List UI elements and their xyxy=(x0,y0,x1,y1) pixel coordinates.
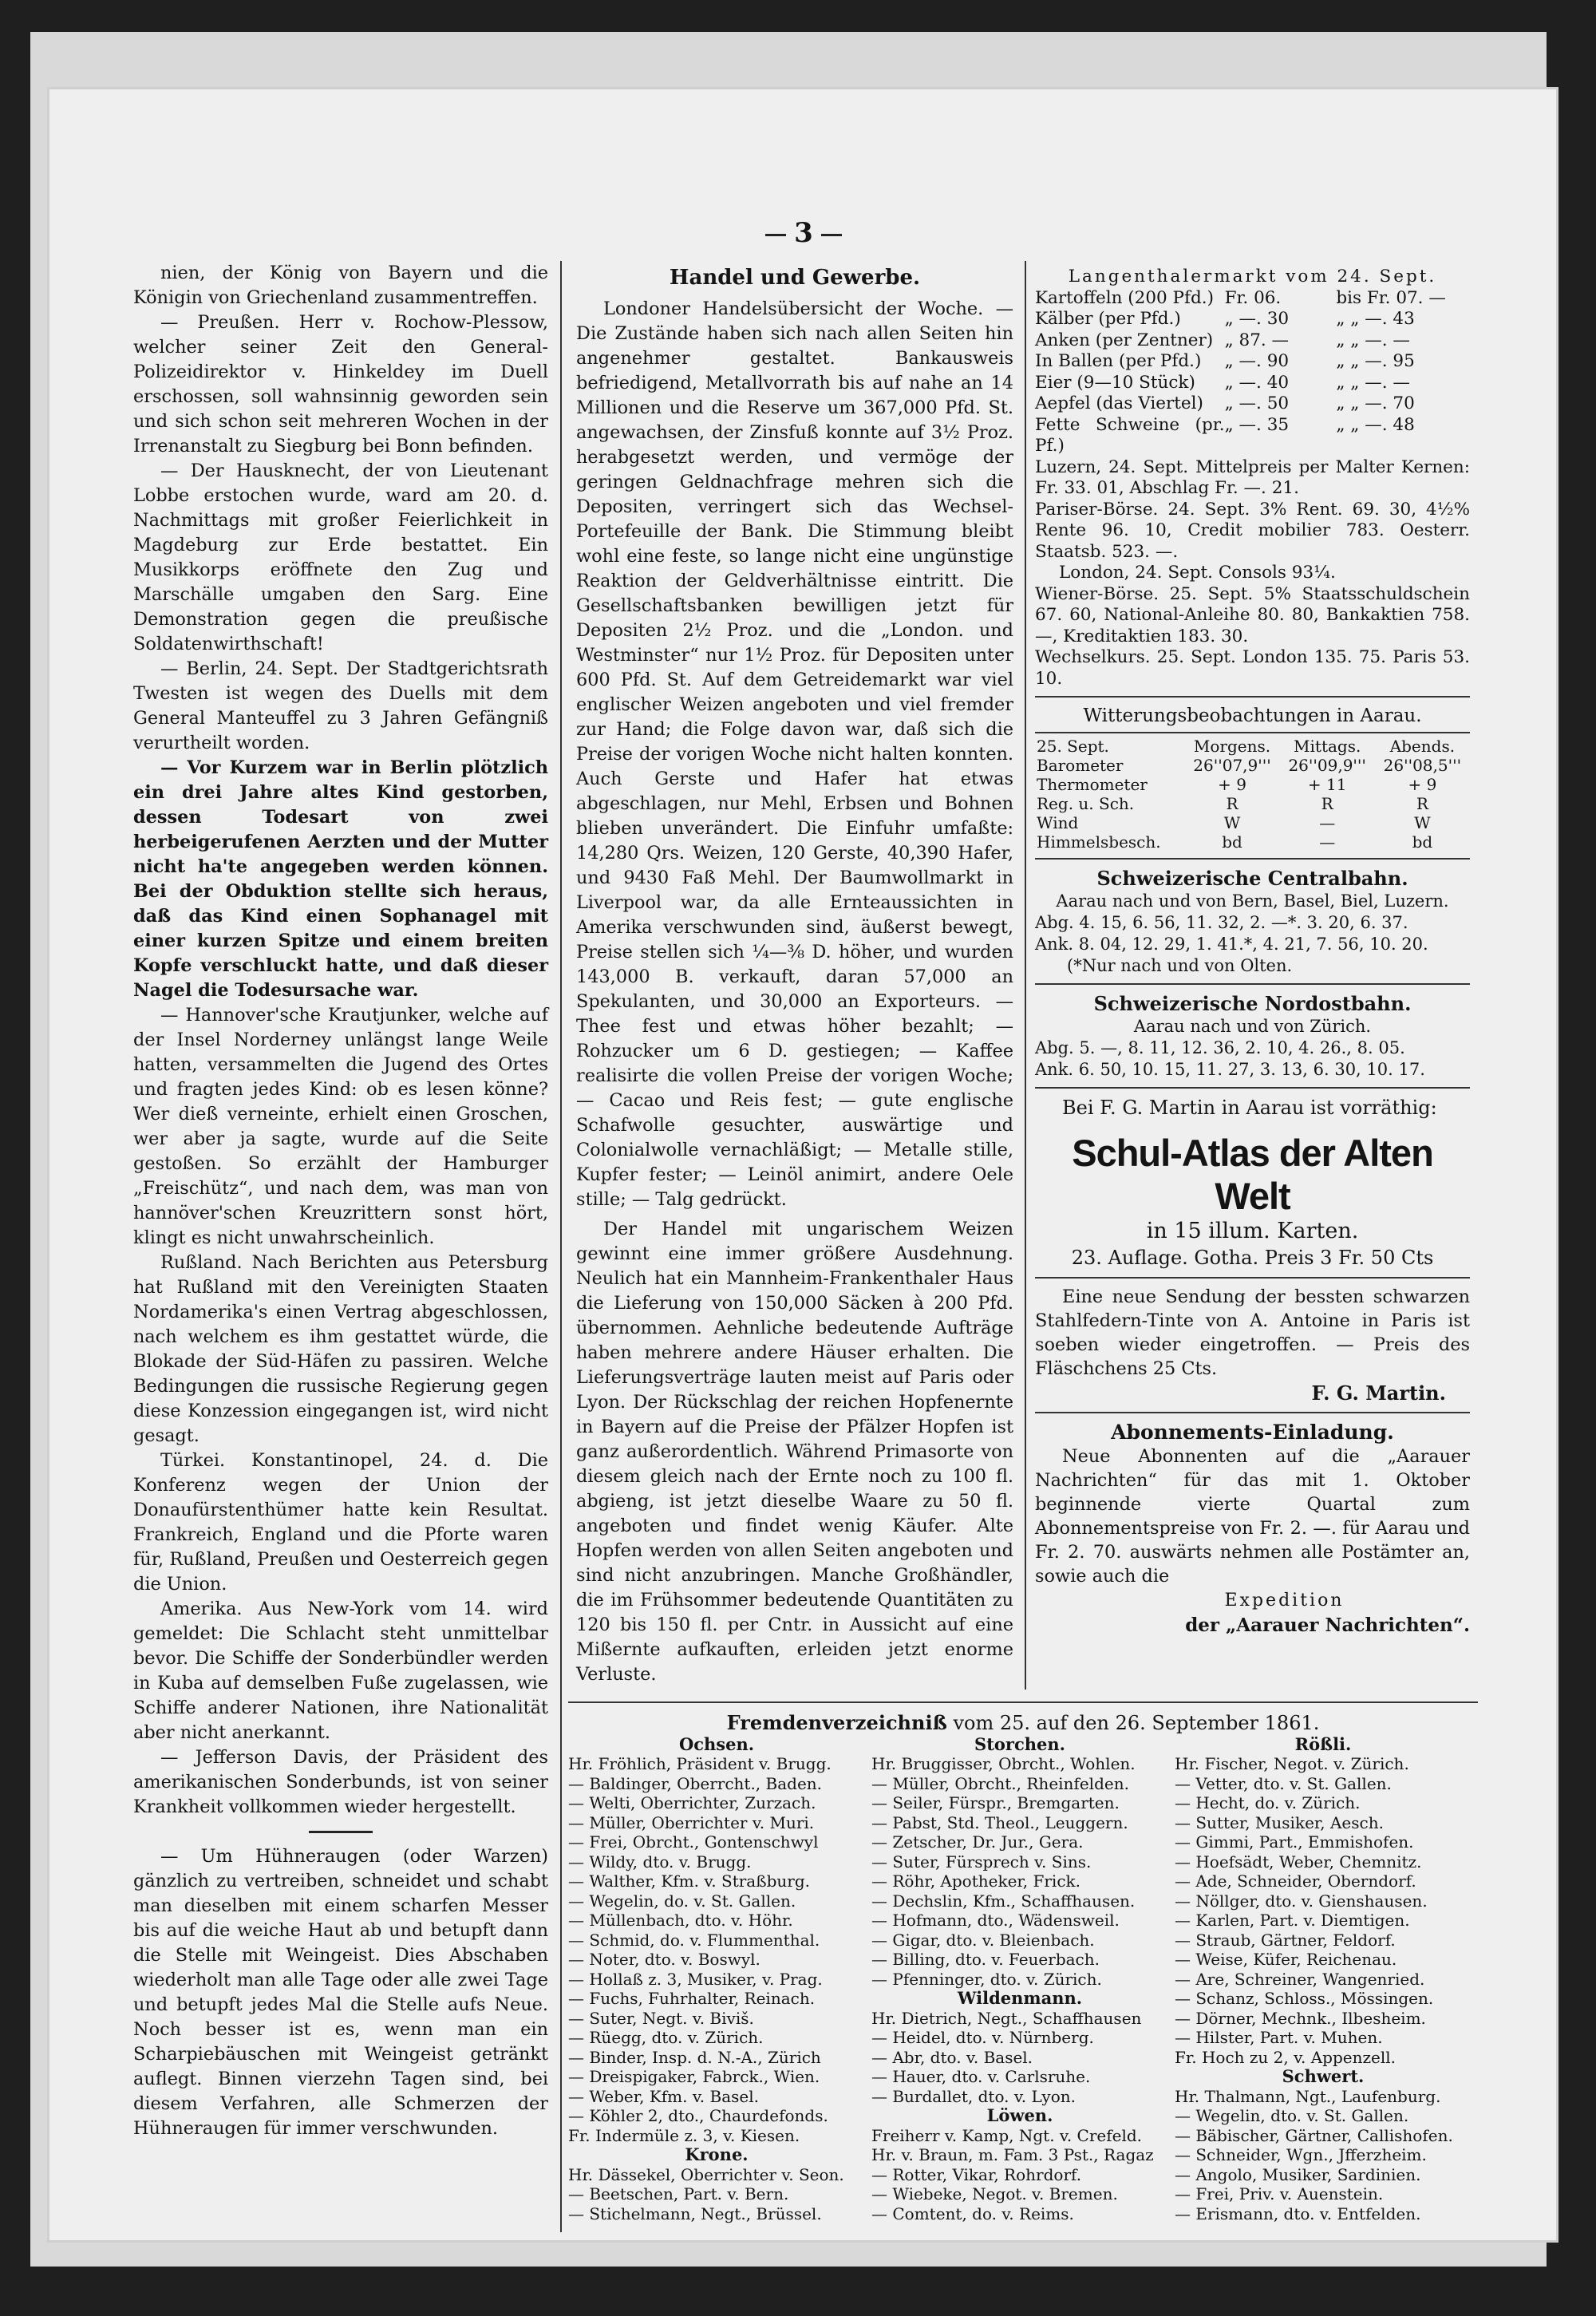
guest-entry: — Pabst, Std. Theol., Leuggern. xyxy=(871,1812,1128,1832)
weather-cell: R xyxy=(1226,794,1238,813)
guest-entry: Fr. Hoch zu 2, v. Appenzell. xyxy=(1175,2047,1396,2067)
weather-cell: W xyxy=(1414,813,1431,832)
guest-entry: — Noter, dto. v. Boswyl. xyxy=(568,1950,760,1969)
column-rule-1 xyxy=(560,261,562,2232)
guest-entry: — Comtent, do. v. Reims. xyxy=(871,2203,1074,2223)
weather-cell: R xyxy=(1321,794,1333,813)
market-to: „ „ —. 70 xyxy=(1336,393,1415,413)
guest-entry: — Vetter, dto. v. St. Gallen. xyxy=(1175,1773,1392,1793)
fremden-rule xyxy=(568,1701,1478,1703)
news-paragraph: nien, der König von Bayern und die Königin von Griechenland zusammentreffen. xyxy=(133,263,548,308)
guest-entry: — Frei, Priv. v. Auenstein. xyxy=(1175,2184,1384,2203)
guest-entry: — Straub, Gärtner, Feldorf. xyxy=(1175,1930,1396,1950)
guest-entry: — Billing, dto. v. Feuerbach. xyxy=(871,1950,1100,1969)
market-from: „ —. 90 xyxy=(1224,351,1290,371)
weather-cell: 26''07,9''' xyxy=(1193,756,1271,775)
guest-entry: — Wiebeke, Negot. v. Bremen. xyxy=(871,2184,1118,2203)
weather-header-cell: Abends. xyxy=(1389,737,1456,756)
market-item: In Ballen (per Pfd.) xyxy=(1035,351,1202,371)
guest-entry: — Sutter, Musiker, Aesch. xyxy=(1175,1812,1384,1832)
guest-entry: — Fuchs, Fuhrhalter, Reinach. xyxy=(568,1989,816,2008)
luzern-report: Luzern, 24. Sept. Mittelpreis per Malter Kernen: Fr. 33. 01, Abschlag Fr. —. 21. xyxy=(1035,456,1470,498)
weather-header-cell: Mittags. xyxy=(1294,737,1361,756)
market-from: Fr. 06. xyxy=(1224,287,1282,308)
weather-cell: + 9 xyxy=(1408,775,1437,794)
guest-entry: — Suter, Fürsprech v. Sins. xyxy=(871,1852,1092,1871)
market-row xyxy=(1035,309,1470,330)
weather-cell: — xyxy=(1319,832,1336,852)
hungarian-wheat-report: Der Handel mit ungarischem Weizen gewinnt eine immer größere Ausdehnung. Neulich hat ein Mannheim-Frankenthaler Haus die Lieferung von 150,000 Säcken à 200 Pfd. übernommen. Aehnliche bedeutende Aufträge haben mehrere andere Häuser erhalten. Die Lieferungsverträge lauten meist auf Paris oder Lyon. Der Rückschlag der reichen Hopfenernte in Bayern auf die Preise der Pfälzer Hopfen ist ganz außerordentlich. Während Primasorte von diesem gleich nach der Ernte noch zu 100 fl. abgieng, ist jetzt dieselbe Waare zu 50 fl. angeboten und findet wenig Käufer. Alte Hopfen werden von allen Seiten angeboten und sind nicht anzubringen. Manche Großhändler, die im Frühsommer bedeutende Quantitäten zu 120 bis 150 fl. per Cntr. in Aussicht auf eine Mißernte aufkauften, erleiden jetzt enorme Verluste. xyxy=(576,1219,1013,1685)
guest-column xyxy=(568,1735,871,2224)
guest-entry: — Karlen, Part. v. Diemtigen. xyxy=(1175,1911,1410,1930)
guest-entry: — Weise, Küfer, Reichenau. xyxy=(1175,1950,1397,1969)
guest-entry: — Dreispigaker, Fabrck., Wien. xyxy=(568,2067,820,2086)
guest-entry: Hr. Fröhlich, Präsident v. Brugg. xyxy=(568,1754,832,1773)
market-to: „ „ —. — xyxy=(1336,372,1410,393)
weather-cell: bd xyxy=(1222,832,1242,852)
guest-entry: — Dörner, Mechnk., Ilbesheim. xyxy=(1175,2008,1426,2028)
guest-entry: — Angolo, Musiker, Sardinien. xyxy=(1175,2164,1421,2184)
market-from: „ —. 30 xyxy=(1224,309,1290,329)
langenthal-market-title: Langenthalermarkt vom 24. Sept. xyxy=(1068,267,1437,287)
corn-remedy-paragraph: — Um Hühneraugen (oder Warzen) gänzlich zu vertreiben, schneidet und schabt man dieselben mit einem scharfen Messer bis auf die weiche Haut ab und betupft dann die Stelle mit Weingeist. Dies Abschaben wiederholt man alle Tage oder alle zwei Tage und betupft jedes Mal die Stelle aufs Neue. Noch besser ist es, wenn man ein Scharpiebäuschen mit Weingeist getränkt auflegt. Binnen vierzehn Tagen sind, bei diesem Verfahren, alle Schmerzen der Hühneraugen für immer verschwunden. xyxy=(133,1846,548,2139)
abonnement-signature: der „Aarauer Nachrichten“. xyxy=(1185,1614,1470,1636)
hotel-name: Schwert. xyxy=(1282,2066,1365,2086)
guest-entry: — Hauer, dto. v. Carlsruhe. xyxy=(871,2067,1091,2086)
guest-entry: — Baldinger, Oberrcht., Baden. xyxy=(568,1773,823,1793)
guest-entry: — Rüegg, dto. v. Zürich. xyxy=(568,2028,764,2047)
guest-entry: — Abr, dto. v. Basel. xyxy=(871,2047,1033,2067)
weather-cell: W xyxy=(1223,813,1241,832)
weather-cell: 26''09,9''' xyxy=(1288,756,1366,775)
weather-cell: Barometer xyxy=(1037,756,1124,775)
weather-row xyxy=(1035,794,1470,813)
abonnement-text: Neue Abonnenten auf die „Aarauer Nachrichten“ für das mit 1. Oktober beginnende vierte Quartal zum Abonnementspreise von Fr. 2. —. für Aarau und Fr. 2. 70. auswärts nehmen alle Postämter an, sowie auch die xyxy=(1035,1446,1470,1587)
news-paragraph: — Vor Kurzem war in Berlin plötzlich ein drei Jahre altes Kind gestorben, dessen Todesart von zwei herbeigerufenen Aerzten und der Mutter nicht ha'te angegeben werden können. Bei der Obduktion stellte sich heraus, daß das Kind einen Sophanagel mit einer kurzen Spitze und einem breiten Kopfe verschluckt hatte, und daß dieser Nagel die Todesursache war. xyxy=(133,757,548,1001)
market-item: Kälber (per Pfd.) xyxy=(1035,309,1181,329)
weather-row xyxy=(1035,813,1470,832)
weather-cell: Reg. u. Sch. xyxy=(1037,794,1135,813)
market-row xyxy=(1035,288,1470,310)
guest-entry: — Pfenninger, dto. v. Zürich. xyxy=(871,1969,1102,1989)
guest-entry: — Hollaß z. 3, Musiker, v. Prag. xyxy=(568,1969,823,1989)
weather-cell: Himmelsbesch. xyxy=(1037,832,1161,852)
page-number: 3 xyxy=(129,217,1478,249)
nordostbahn-departures: Abg. 5. —, 8. 11, 12. 36, 2. 10, 4. 26., 8. 05. xyxy=(1035,1038,1405,1057)
weather-table xyxy=(1035,737,1470,852)
guest-entry: Hr. Thalmann, Ngt., Laufenburg. xyxy=(1175,2086,1441,2106)
guest-entry: — Hilster, Part. v. Muhen. xyxy=(1175,2028,1383,2047)
guest-entry: — Seiler, Fürspr., Bremgarten. xyxy=(871,1793,1120,1812)
news-paragraph: — Preußen. Herr v. Rochow-Plessow, welcher seiner Zeit den General-Polizeidirektor v. Hinkeldey im Duell erschossen, soll wahnsinnig geworden sein und sich schon seit mehreren Wochen in der Irrenanstalt zu Siegburg bei Bonn befinden. xyxy=(133,312,548,456)
section-heading-handel: Handel und Gewerbe. xyxy=(669,266,921,290)
market-item: Anken (per Zentner) xyxy=(1035,330,1214,350)
guest-entry: — Wildy, dto. v. Brugg. xyxy=(568,1852,752,1871)
atlas-ad-price: 23. Auflage. Gotha. Preis 3 Fr. 50 Cts xyxy=(1071,1247,1434,1269)
news-paragraph: — Der Hausknecht, der von Lieutenant Lobbe erstochen wurde, ward am 20. d. Nachmittags mit großer Feierlichkeit in Magdeburg zur Erde bestattet. Ein Musikkorps eröffnete den Zug und Marschälle umgaben den Sarg. Eine Demonstration gegen die preußische Soldatenwirthschaft! xyxy=(133,460,548,654)
guest-entry: — Hecht, do. v. Zürich. xyxy=(1175,1793,1361,1812)
guest-entry: Hr. Dietrich, Negt., Schaffhausen xyxy=(871,2008,1142,2028)
market-row xyxy=(1035,330,1470,352)
hotel-name: Krone. xyxy=(685,2144,749,2164)
pariser-boerse: Pariser-Börse. 24. Sept. 3% Rent. 69. 30, 4½% Rente 96. 10, Credit mobilier 783. Oesterr. Staatsb. 523. —. xyxy=(1035,499,1470,562)
market-to: bis Fr. 07. — xyxy=(1336,287,1446,308)
page-content xyxy=(129,217,1478,2228)
market-from: „ —. 50 xyxy=(1224,393,1290,413)
news-paragraph: Rußland. Nach Berichten aus Petersburg hat Rußland mit den Vereinigten Staaten Nordamerika's einen Vertrag abgeschlossen, nach welchem es ihm gestattet würde, die Blokade der Süd-Häfen zu passiren. Welche Bedingungen die russische Regierung gegen diese Konzession eingegangen ist, wird nicht gesagt. xyxy=(133,1252,548,1446)
hotel-name: Storchen. xyxy=(974,1733,1065,1754)
newspaper-page xyxy=(49,89,1556,2240)
column-2 xyxy=(576,261,1013,1685)
weather-cell: Thermometer xyxy=(1037,775,1148,794)
nordostbahn-subtitle: Aarau nach und von Zürich. xyxy=(1133,1017,1372,1036)
guest-entry: Freiherr v. Kamp, Ngt. v. Crefeld. xyxy=(871,2125,1143,2145)
atlas-ad-title: Schul-Atlas der Alten Welt xyxy=(1072,1132,1433,1217)
guest-entry: — Müller, Oberrichter v. Muri. xyxy=(568,1812,815,1832)
weather-cell: — xyxy=(1319,813,1336,832)
guest-entry: — Zetscher, Dr. Jur., Gera. xyxy=(871,1832,1084,1852)
guest-entry: — Burdallet, dto. v. Lyon. xyxy=(871,2086,1076,2106)
atlas-ad-intro: Bei F. G. Martin in Aarau ist vorräthig: xyxy=(1062,1097,1437,1119)
market-to: „ „ —. 95 xyxy=(1336,351,1415,371)
hotel-name: Löwen. xyxy=(986,2105,1053,2125)
guest-entry: — Welti, Oberrichter, Zurzach. xyxy=(568,1793,816,1812)
guest-entry: — Müller, Obrcht., Rheinfelden. xyxy=(871,1773,1129,1793)
hotel-name: Wildenmann. xyxy=(957,1988,1083,2008)
wiener-boerse: Wiener-Börse. 25. Sept. 5% Staatsschuldschein 67. 60, National-Anleihe 80. 80, Bankaktien 758. —, Kreditaktien 183. 30. xyxy=(1035,583,1470,646)
guest-entry: — Schneider, Wgn., Jfferzheim. xyxy=(1175,2145,1427,2164)
market-price-list xyxy=(1035,288,1470,457)
guest-entry: — Are, Schreiner, Wangenried. xyxy=(1175,1969,1425,1989)
market-row xyxy=(1035,393,1470,415)
guest-column xyxy=(871,1735,1175,2224)
market-from: „ —. 35 xyxy=(1224,414,1290,435)
guest-entry: — Walther, Kfm. v. Straßburg. xyxy=(568,1871,810,1891)
nordostbahn-arrivals: Ank. 6. 50, 10. 15, 11. 27, 3. 13, 6. 30, 10. 17. xyxy=(1035,1060,1425,1079)
fremden-title: Fremdenverzeichniß vom 25. auf den 26. September 1861. xyxy=(726,1711,1320,1734)
market-item: Kartoffeln (200 Pfd.) xyxy=(1035,287,1214,308)
guest-entry: — Erismann, dto. v. Entfelden. xyxy=(1175,2203,1421,2223)
abonnement-title: Abonnements-Einladung. xyxy=(1111,1421,1394,1444)
guest-entry: — Röhr, Apotheker, Frick. xyxy=(871,1871,1081,1891)
market-item: Fette Schweine (pr. Pf.) xyxy=(1035,414,1225,456)
guest-entry: — Stichelmann, Negt., Brüssel. xyxy=(568,2203,822,2223)
centralbahn-departures: Abg. 4. 15, 6. 56, 11. 32, 2. —*. 3. 20, 6. 37. xyxy=(1035,913,1408,932)
guest-entry: — Wegelin, dto. v. St. Gallen. xyxy=(1175,2106,1409,2125)
guest-entry: Hr. Bruggisser, Obrcht., Wohlen. xyxy=(871,1754,1136,1773)
weather-row xyxy=(1035,756,1470,775)
news-paragraph: — Hannover'sche Krautjunker, welche auf der Insel Norderney unlängst lange Weile hatten, versammelten die Jugend des Ortes und fragten jedes Kind: ob es lesen könne? Wer dieß verneinte, erhielt einen Groschen, wer aber ja sagte, wurde auf die Seite gestoßen. So erzählt der Hamburger „Freischütz“, und nach dem, was man von hannöver'schen Kreuzrittern sonst hört, klingt es nicht unwahrscheinlich. xyxy=(133,1005,548,1248)
guest-entry: — Binder, Insp. d. N.-A., Zürich xyxy=(568,2047,821,2067)
hotel-name: Ochsen. xyxy=(678,1733,755,1754)
abonnement-expedition: Expedition xyxy=(1224,1591,1345,1611)
guest-entry: — Nöllger, dto. v. Gienshausen. xyxy=(1175,1891,1428,1911)
news-paragraph: — Berlin, 24. Sept. Der Stadtgerichtsrath Twesten ist wegen des Duells mit dem General Manteuffel zu 3 Jahren Gefängniß verurtheilt worden. xyxy=(133,658,548,753)
ink-ad-signature: F. G. Martin. xyxy=(1311,1381,1446,1405)
hotel-name: Rößli. xyxy=(1294,1733,1352,1754)
weather-cell: + 9 xyxy=(1218,775,1246,794)
weather-cell: 26''08,5''' xyxy=(1383,756,1462,775)
guest-entry: — Köhler 2, dto., Chaurdefonds. xyxy=(568,2106,828,2125)
market-item: Eier (9—10 Stück) xyxy=(1035,372,1195,393)
guest-entry: — Gimmi, Part., Emmishofen. xyxy=(1175,1832,1414,1852)
guest-entry: — Heidel, dto. v. Nürnberg. xyxy=(871,2028,1094,2047)
centralbahn-subtitle: Aarau nach und von Bern, Basel, Biel, Luzern. xyxy=(1056,891,1449,911)
guest-entry: — Schmid, do. v. Flummenthal. xyxy=(568,1930,820,1950)
weather-cell: + 11 xyxy=(1307,775,1347,794)
centralbahn-arrivals: Ank. 8. 04, 12. 29, 1. 41.*, 4. 21, 7. 56, 10. 20. xyxy=(1035,935,1428,954)
column-1 xyxy=(133,261,548,2192)
column-3 xyxy=(1035,267,1470,1695)
wechselkurs: Wechselkurs. 25. Sept. London 135. 75. Paris 53. 10. xyxy=(1035,647,1470,689)
atlas-ad-subtitle: in 15 illum. Karten. xyxy=(1146,1219,1359,1243)
weather-header-cell: 25. Sept. xyxy=(1037,737,1109,756)
guest-entry: — Rotter, Vikar, Rohrdorf. xyxy=(871,2164,1082,2184)
weather-cell: R xyxy=(1416,794,1428,813)
nordostbahn-title: Schweizerische Nordostbahn. xyxy=(1093,992,1412,1015)
guest-entry: — Wegelin, do. v. St. Gallen. xyxy=(568,1891,796,1911)
market-row xyxy=(1035,373,1470,394)
guest-entry: — Dechslin, Kfm., Schaffhausen. xyxy=(871,1891,1136,1911)
weather-cell: bd xyxy=(1412,832,1433,852)
london-trade-report: Londoner Handelsübersicht der Woche. — Die Zustände haben sich nach allen Seiten hin angenehmer gestaltet. Bankausweis befriedigend, Metallvorrath bis auf nahe an 14 Millionen und die Reserve um 367,000 Pfd. St. angewachsen, der Zinsfuß konnte auf 3½ Proz. herabgesetzt werden, und vermöge der geringen Geldnachfrage mehren sich die Depositen, verringert sich das Wechsel-Portefeuille der Bank. Die Stimmung bleibt wohl eine feste, so lange nicht eine ungünstige Reaktion der Geldverhältnisse eintritt. Die Gesellschaftsbanken bewilligen jetzt für Depositen 2½ Proz. und die „London. und Westminster“ nur 1½ Proz. für Depositen unter 600 Pfd. St. Auf dem Getreidemarkt war viel englischer Weizen angeboten und viel fremder zur Hand; die Folge davon war, daß sich die Preise der vorigen Woche nicht halten konnten. Auch Gerste und Hafer hat etwas abgeschlagen, nur Mehl, Erbsen und Bohnen blieben unverändert. Die Einfuhr umfaßte: 14,280 Qrs. Weizen, 120 Gerste, 40,390 Hafer, und 9430 Faß Mehl. Der Baumwollmarkt in Liverpool war, da alle Ernteaussichten in Amerika verschwunden sind, äußerst bewegt, Preise stellen sich ¼—⅜ D. höher, und wurden 143,000 B. verkauft, daran 57,000 an Spekulanten, und 30,000 an Exporteurs. — Thee fest und etwas höher bezahlt; — Rohzucker um 6 D. gestiegen; — Kaffee realisirte die vollen Preise der vorigen Woche; — Cacao und Reis fest; — gute englische Schafwolle gesuchter, auswärtige und Colonialwolle vernachläßigt; — Metalle stille, Kupfer fester; — Leinöl animirt, andere Oele stille; — Talg gedrückt. xyxy=(576,298,1013,1210)
separator xyxy=(309,1831,373,1833)
guest-entry: — Schanz, Schloss., Mössingen. xyxy=(1175,1989,1434,2008)
ink-ad-text: Eine neue Sendung der bessten schwarzen Stahlfedern-Tinte von A. Antoine in Paris ist soeben wieder eingetroffen. — Preis des Fläschchens 25 Cts. xyxy=(1035,1286,1470,1379)
news-paragraph: Amerika. Aus New-York vom 14. wird gemeldet: Die Schlacht steht unmittelbar bevor. Die Schiffe der Sonderbündler werden in Kuba auf demselben Fuße zugelassen, wie Schiffe anderer Nationen, ihre Nationalität aber nicht anerkannt. xyxy=(133,1599,548,1743)
market-to: „ „ —. 43 xyxy=(1336,309,1415,329)
centralbahn-note: (*Nur nach und von Olten. xyxy=(1067,956,1293,975)
guest-entry: Hr. v. Braun, m. Fam. 3 Pst., Ragaz xyxy=(871,2145,1154,2164)
weather-title: Witterungsbeobachtungen in Aarau. xyxy=(1083,705,1422,726)
market-to: „ „ —. 48 xyxy=(1336,414,1415,435)
guest-entry: — Bäbischer, Gärtner, Callishofen. xyxy=(1175,2125,1453,2145)
guest-entry: — Ade, Schneider, Oberndorf. xyxy=(1175,1871,1416,1891)
column-rule-2 xyxy=(1025,261,1026,1690)
guest-entry: Fr. Indermüle z. 3, v. Kiesen. xyxy=(568,2125,800,2145)
market-row xyxy=(1035,415,1470,457)
guest-entry: — Müllenbach, dto. v. Höhr. xyxy=(568,1911,793,1930)
weather-row xyxy=(1035,832,1470,852)
weather-cell: Wind xyxy=(1037,813,1079,832)
news-paragraph: Türkei. Konstantinopel, 24. d. Die Konferenz wegen der Union der Donaufürstenthümer hatte kein Resultat. Frankreich, England und die Pforte waren für, Rußland, Preußen und Oesterreich gegen die Union. xyxy=(133,1450,548,1595)
centralbahn-title: Schweizerische Centralbahn. xyxy=(1096,867,1408,890)
market-to: „ „ —. — xyxy=(1336,330,1410,350)
london-consols: London, 24. Sept. Consols 93¼. xyxy=(1059,563,1336,583)
guest-entry: — Gigar, dto. v. Bleienbach. xyxy=(871,1930,1095,1950)
guest-entry: Hr. Fischer, Negot. v. Zürich. xyxy=(1175,1754,1409,1773)
guest-column xyxy=(1175,1735,1478,2224)
guest-entry: Hr. Dässekel, Oberrichter v. Seon. xyxy=(568,2164,844,2184)
market-item: Aepfel (das Viertel) xyxy=(1035,393,1203,413)
news-paragraph: — Jefferson Davis, der Präsident des amerikanischen Sonderbunds, ist von seiner Krankheit vollkommen wieder hergestellt. xyxy=(133,1747,548,1817)
guest-entry: — Frei, Obrcht., Gontenschwyl xyxy=(568,1832,819,1852)
market-from: „ 87. — xyxy=(1224,330,1290,350)
market-row xyxy=(1035,351,1470,373)
guest-entry: — Hofmann, dto., Wädensweil. xyxy=(871,1911,1120,1930)
guest-entry: — Suter, Negt. v. Biviš. xyxy=(568,2008,754,2028)
weather-header-cell: Morgens. xyxy=(1193,737,1271,756)
market-from: „ —. 40 xyxy=(1224,372,1290,393)
fremdenverzeichnis xyxy=(568,1713,1478,2256)
weather-row xyxy=(1035,775,1470,794)
guest-entry: — Weber, Kfm. v. Basel. xyxy=(568,2086,759,2106)
guest-entry: — Hoefsädt, Weber, Chemnitz. xyxy=(1175,1852,1422,1871)
guest-entry: — Beetschen, Part. v. Bern. xyxy=(568,2184,789,2203)
